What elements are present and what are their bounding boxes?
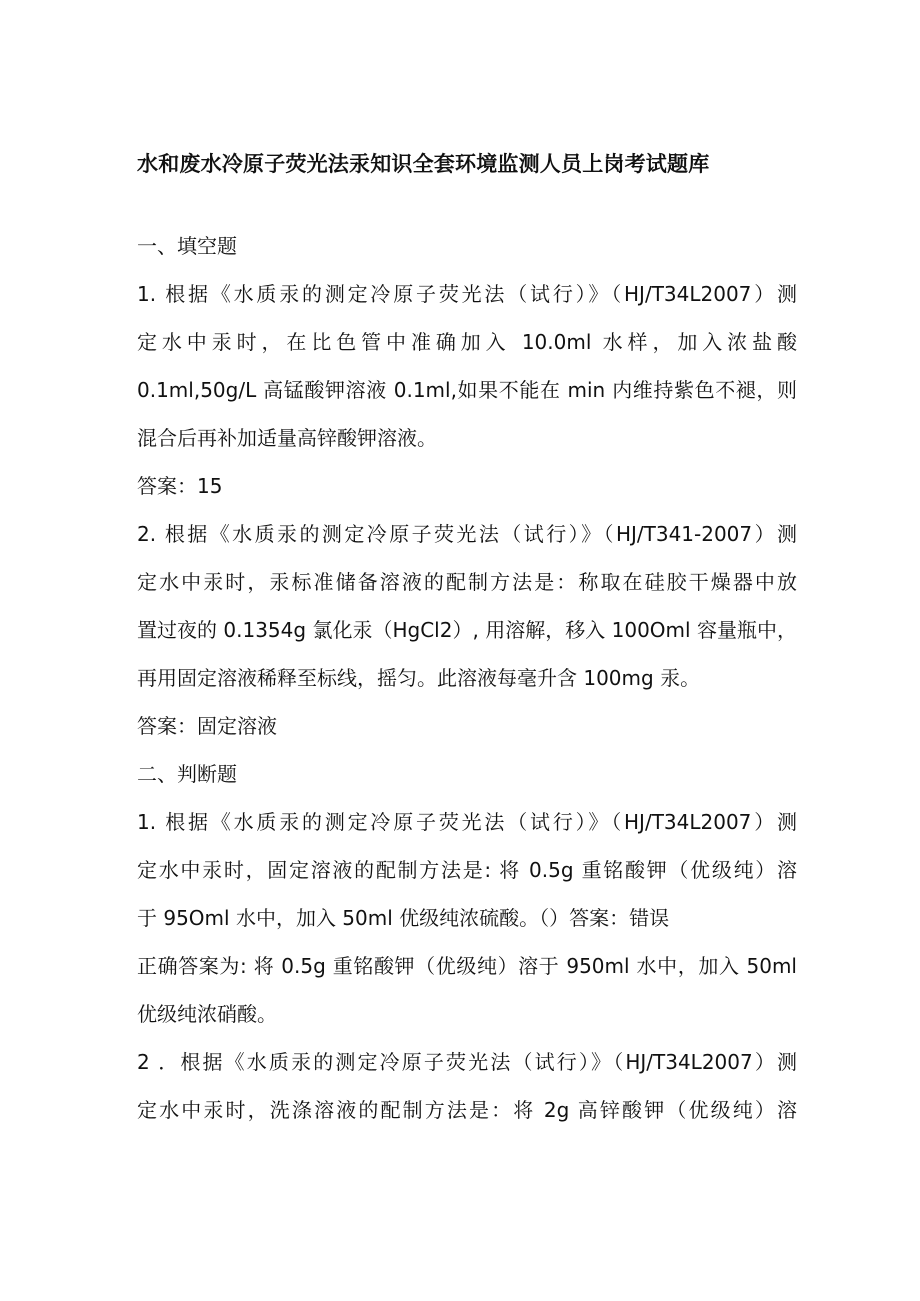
text-line: 混合后再补加适量高锌酸钾溶液。 xyxy=(137,426,437,450)
text-line: 答案：固定溶液 xyxy=(137,714,277,738)
text-line: 定水中汞时，固定溶液的配制方法是: 将 0.5g 重铭酸钾（优级纯）溶 xyxy=(137,858,797,882)
text-line: 2 ．根据《水质汞的测定冷原子荧光法（试行）》（HJ/T34L2007）测 xyxy=(137,1050,797,1074)
text-line: 一、填空题 xyxy=(137,234,237,258)
text-line: 再用固定溶液稀释至标线，摇匀。此溶液每毫升含 100mg 汞。 xyxy=(137,666,701,690)
text-line: 优级纯浓硝酸。 xyxy=(137,1002,277,1026)
text-line: 置过夜的 0.1354g 氯化汞（HgCl2）, 用溶解，移入 100Oml 容量瓶中， xyxy=(137,618,797,642)
document-body xyxy=(137,228,797,1140)
text-line: 0.1ml,50g/L 高锰酸钾溶液 0.1ml,如果不能在 min 内维持紫色不褪，则 xyxy=(137,378,797,402)
text-line: 二、判断题 xyxy=(137,762,237,786)
text-line: 定水中汞时，洗涤溶液的配制方法是：将 2g 高锌酸钾（优级纯）溶 xyxy=(137,1098,797,1122)
text-line: 2. 根据《水质汞的测定冷原子荧光法（试行）》（HJ/T341-2007）测 xyxy=(137,522,797,546)
text-line: 于 95Oml 水中，加入 50ml 优级纯浓硫酸。（）答案：错误 xyxy=(137,906,670,930)
text-line: 定水中汞时，在比色管中准确加入 10.0ml 水样，加入浓盐酸 xyxy=(137,330,797,354)
document-title: 水和废水冷原子荧光法汞知识全套环境监测人员上岗考试题库 xyxy=(137,152,710,176)
text-line: 正确答案为: 将 0.5g 重铭酸钾（优级纯）溶于 950ml 水中，加入 50ml xyxy=(137,954,797,978)
text-line: 答案：15 xyxy=(137,474,223,498)
text-line: 定水中汞时，汞标准储备溶液的配制方法是：称取在硅胶干燥器中放 xyxy=(137,570,797,594)
text-line: 1. 根据《水质汞的测定冷原子荧光法（试行）》（HJ/T34L2007）测 xyxy=(137,282,797,306)
text-line: 1. 根据《水质汞的测定冷原子荧光法（试行）》（HJ/T34L2007）测 xyxy=(137,810,797,834)
